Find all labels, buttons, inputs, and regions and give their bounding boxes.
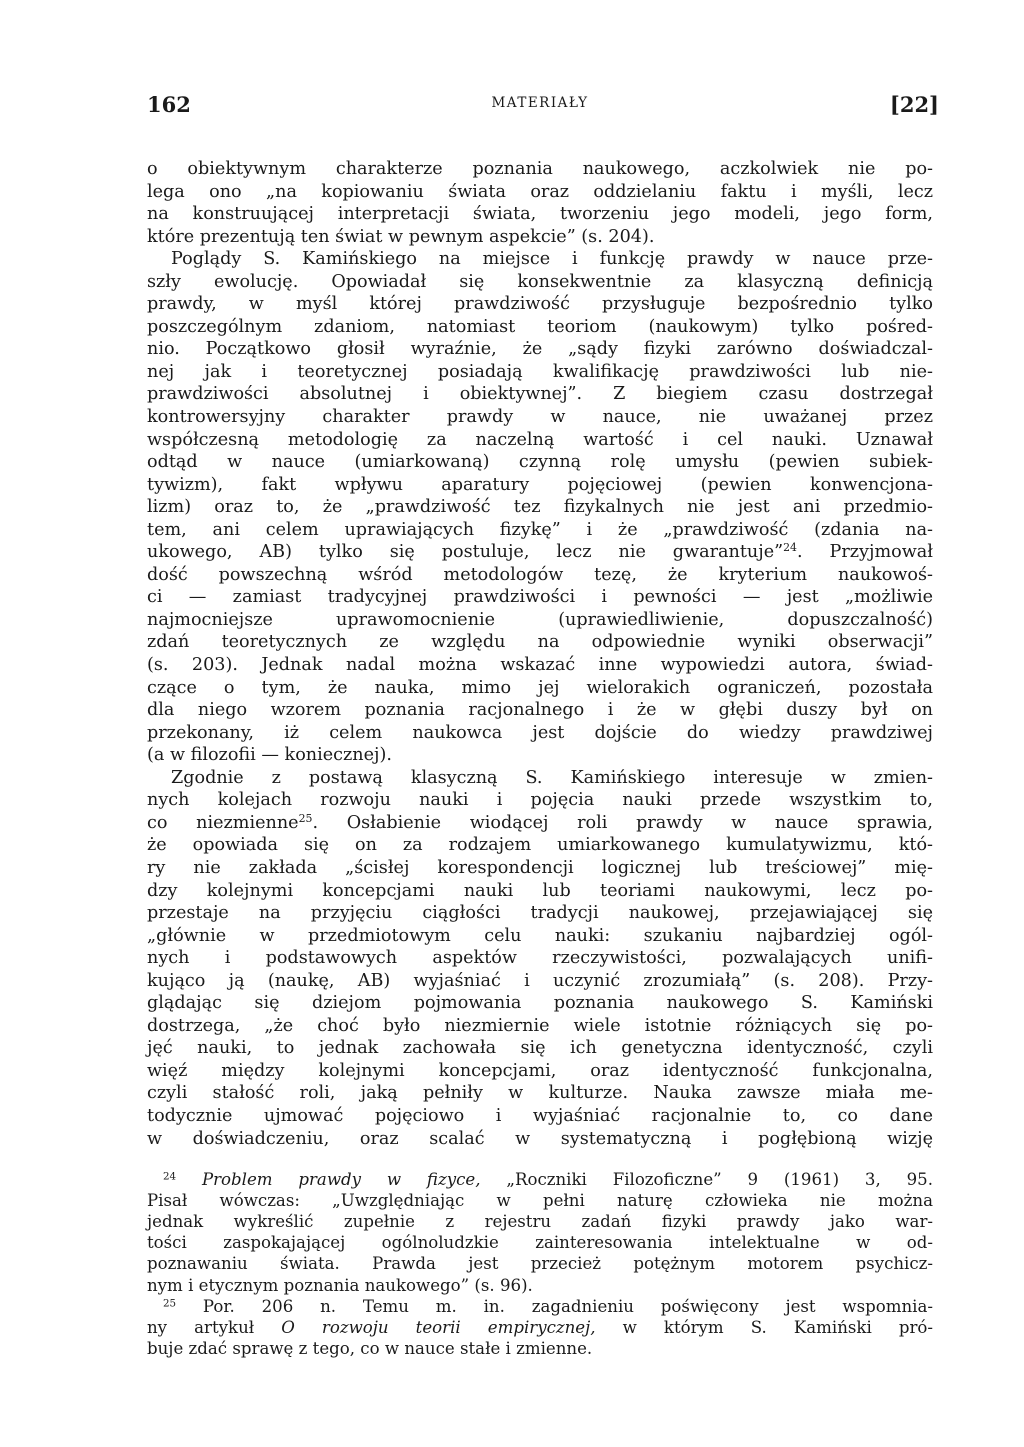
line-text: ci — zamiast tradycyjnej prawdziwości i pewności — jest „możliwie xyxy=(147,587,933,608)
line-text: „głównie w przedmiotowym celu nauki: szukaniu najbardziej ogól- xyxy=(147,925,933,946)
line-text: nym i etycznym poznania naukowego” (s. 96). xyxy=(147,1275,533,1295)
line-text: lega ono „na kopiowaniu świata oraz oddzielaniu faktu i myśli, lecz xyxy=(147,181,933,202)
footnote-line xyxy=(147,1232,933,1253)
line-text: współczesną metodologię za naczelną wartość i cel nauki. Uznawał xyxy=(147,429,933,450)
text-line xyxy=(147,383,933,406)
line-text: Zgodnie z postawą klasyczną S. Kamińskiego interesuje w zmien- xyxy=(171,767,933,788)
text-line xyxy=(147,654,933,677)
text-line xyxy=(147,834,933,857)
footnote-line xyxy=(147,1296,933,1317)
text-line xyxy=(147,857,933,880)
text-line xyxy=(147,271,933,294)
line-text: tości zaspokajającej ogólnoludzkie zainteresowania intelektualne w od- xyxy=(147,1233,933,1253)
line-text: dzy kolejnymi koncepcjami nauki lub teoriami naukowymi, lecz po- xyxy=(147,880,933,901)
line-text: co niezmienne xyxy=(147,812,299,833)
footnote-marker: 24 xyxy=(163,1170,177,1183)
text-line xyxy=(147,474,933,497)
text-line xyxy=(147,880,933,903)
text-line xyxy=(147,1015,933,1038)
footnote-marker: 25 xyxy=(163,1296,177,1309)
text-line xyxy=(147,181,933,204)
text-line xyxy=(147,248,933,271)
footnote-line xyxy=(147,1253,933,1274)
footnotes xyxy=(147,1169,933,1359)
text-line xyxy=(147,609,933,632)
line-text: kontrowersyjny charakter prawdy w nauce, nie uważanej przez xyxy=(147,407,933,428)
line-text: . Przyjmował xyxy=(797,542,933,563)
line-text: poznawaniu świata. Prawda jest przecież potężnym motorem psychicz- xyxy=(147,1254,933,1274)
text-line xyxy=(147,293,933,316)
line-text: Poglądy S. Kamińskiego na miejsce i funkcję prawdy w nauce prze- xyxy=(171,249,933,270)
text-line xyxy=(147,699,933,722)
line-text: jęć nauki, to jednak zachowała się ich genetyczna identyczność, czyli xyxy=(147,1038,933,1059)
line-text: ukowego, AB) tylko się postuluje, lecz nie gwarantuje” xyxy=(147,542,784,563)
page xyxy=(147,92,939,1359)
text-line xyxy=(147,925,933,948)
line-text: nio. Początkowo głosił wyraźnie, że „sądy fizyki zarówno doświadczal- xyxy=(147,339,933,360)
text-line xyxy=(147,429,933,452)
line-text: czące o tym, że nauka, mimo jej wielorakich ograniczeń, pozostała xyxy=(147,677,933,698)
line-text: więź między kolejnymi koncepcjami, oraz identyczność funkcjonalna, xyxy=(147,1060,933,1081)
text-line xyxy=(147,361,933,384)
footnote-reference: 24 xyxy=(783,541,797,555)
line-text: przestaje na przyjęciu ciągłości tradycji naukowej, przejawiającej się xyxy=(147,903,933,924)
text-line xyxy=(147,631,933,654)
line-text: zdań teoretycznych ze względu na odpowiednie wyniki obserwacji” xyxy=(147,632,933,653)
line-text: lizm) oraz to, że „prawdziwość tez fizykalnych nie jest ani przedmio- xyxy=(147,497,933,518)
line-text: tem, ani celem uprawiających fizykę” i że „prawdziwość (zdania na- xyxy=(147,519,933,540)
line-text: todycznie ujmować pojęciowo i wyjaśniać racjonalnie to, co dane xyxy=(147,1105,933,1126)
line-text: że opowiada się on za rodzajem umiarkowanego kumulatywizmu, któ- xyxy=(147,835,933,856)
text-line xyxy=(147,158,933,181)
line-text: w którym S. Kamiński pró- xyxy=(595,1317,933,1337)
text-line xyxy=(147,451,933,474)
line-text: w doświadczeniu, oraz scalać w systematyczną i pogłębioną wizję xyxy=(147,1128,933,1149)
line-text: prawdy, w myśl której prawdziwość przysługuje bezpośrednio tylko xyxy=(147,294,933,315)
text-line xyxy=(147,902,933,925)
text-line xyxy=(147,722,933,745)
line-text: szły ewolucję. Opowiadał się konsekwentnie za klasyczną definicją xyxy=(147,271,933,292)
text-line xyxy=(147,812,933,835)
line-text: odtąd w nauce (umiarkowaną) czynną rolę umysłu (pewien subiek- xyxy=(147,452,933,473)
line-text: ry nie zakłada „ścisłej korespondencji logicznej lub treściowej” mię- xyxy=(147,857,933,878)
line-text: prawdziwości absolutnej i obiektywnej”. Z biegiem czasu dostrzegał xyxy=(147,384,933,405)
line-text: (a w filozofii — koniecznej). xyxy=(147,745,392,766)
text-line xyxy=(147,970,933,993)
text-line xyxy=(147,586,933,609)
line-text: na konstruującej interpretacji świata, tworzeniu jego modeli, jego form, xyxy=(147,204,933,225)
text-line xyxy=(147,744,933,767)
line-text: poszczególnym zdaniom, natomiast teoriom (naukowym) tylko pośred- xyxy=(147,316,933,337)
footnote-line xyxy=(147,1190,933,1211)
text-line xyxy=(147,789,933,812)
line-text: dla niego wzorem poznania racjonalnego i że w głębi duszy był on xyxy=(147,700,933,721)
italic-title: Problem prawdy w fizyce, xyxy=(201,1170,481,1190)
text-line xyxy=(147,767,933,790)
line-text: glądając się dziejom pojmowania poznania naukowego S. Kamiński xyxy=(147,993,933,1014)
line-text: Por. 206 n. Temu m. in. zagadnieniu poświęcony jest wspomnia- xyxy=(176,1296,933,1316)
italic-title: O rozwoju teorii empirycznej, xyxy=(281,1317,596,1337)
line-text: jednak wykreślić zupełnie z rejestru zadań fizyki prawdy jako war- xyxy=(147,1212,933,1232)
text-line xyxy=(147,226,933,249)
page-number: 162 xyxy=(147,92,191,117)
line-text: nych kolejach rozwoju nauki i pojęcia nauki przede wszystkim to, xyxy=(147,790,933,811)
line-text: przekonany, iż celem naukowca jest dojście do wiedzy prawdziwej xyxy=(147,722,933,743)
line-text: dostrzega, „że choć było niezmiernie wiele istotnie różniących się po- xyxy=(147,1015,933,1036)
line-text: dość powszechną wśród metodologów tezę, że kryterium naukowoś- xyxy=(147,564,933,585)
text-line xyxy=(147,992,933,1015)
line-text: najmocniejsze uprawomocnienie (uprawiedliwienie, dopuszczalność) xyxy=(147,609,933,630)
line-text: ny artykuł xyxy=(147,1317,282,1337)
line-text: o obiektywnym charakterze poznania naukowego, aczkolwiek nie po- xyxy=(147,159,933,179)
footnote-line xyxy=(147,1338,933,1359)
line-text: nej jak i teoretycznej posiadają kwalifikację prawdziwości lub nie- xyxy=(147,361,933,382)
text-line xyxy=(147,519,933,542)
text-line xyxy=(147,1082,933,1105)
text-line xyxy=(147,203,933,226)
text-line xyxy=(147,338,933,361)
text-line xyxy=(147,564,933,587)
text-line xyxy=(147,1128,933,1151)
line-text: nych i podstawowych aspektów rzeczywistości, pozwalających unifi- xyxy=(147,948,933,969)
line-text: (s. 203). Jednak nadal można wskazać inne wypowiedzi autora, świad- xyxy=(147,655,933,676)
footnote-line xyxy=(147,1275,933,1296)
line-text: czyli stałość roli, jaką pełniły w kulturze. Nauka zawsze miała me- xyxy=(147,1083,933,1104)
text-line xyxy=(147,1105,933,1128)
line-text: kująco ją (naukę, AB) wyjaśniać i uczynić zrozumiałą” (s. 208). Przy- xyxy=(147,970,933,991)
line-text: tywizm), fakt wpływu aparatury pojęciowej (pewien konwencjona- xyxy=(147,474,933,495)
text-line xyxy=(147,541,933,564)
text-line xyxy=(147,1037,933,1060)
line-text: buje zdać sprawę z tego, co w nauce stałe i zmienne. xyxy=(147,1338,593,1358)
sheet-mark: [22] xyxy=(889,92,939,117)
text-line xyxy=(147,677,933,700)
line-text: „Roczniki Filozoficzne” 9 (1961) 3, 95. xyxy=(480,1170,933,1190)
footnote-line xyxy=(147,1211,933,1232)
body-text xyxy=(147,158,933,1150)
footnote-line xyxy=(147,1169,933,1190)
section-title: MATERIAŁY xyxy=(491,95,589,111)
line-text: które prezentują ten świat w pewnym aspekcie” (s. 204). xyxy=(147,226,655,247)
line-text: . Osłabienie wiodącej roli prawdy w nauce sprawia, xyxy=(312,812,933,833)
text-line xyxy=(147,316,933,339)
text-line xyxy=(147,1060,933,1083)
footnote-line xyxy=(147,1317,933,1338)
footnote-reference: 25 xyxy=(298,811,313,825)
text-line xyxy=(147,496,933,519)
running-head xyxy=(147,92,939,128)
text-line xyxy=(147,947,933,970)
text-line xyxy=(147,406,933,429)
line-text: Pisał wówczas: „Uwzględniając w pełni naturę człowieka nie można xyxy=(147,1191,933,1211)
